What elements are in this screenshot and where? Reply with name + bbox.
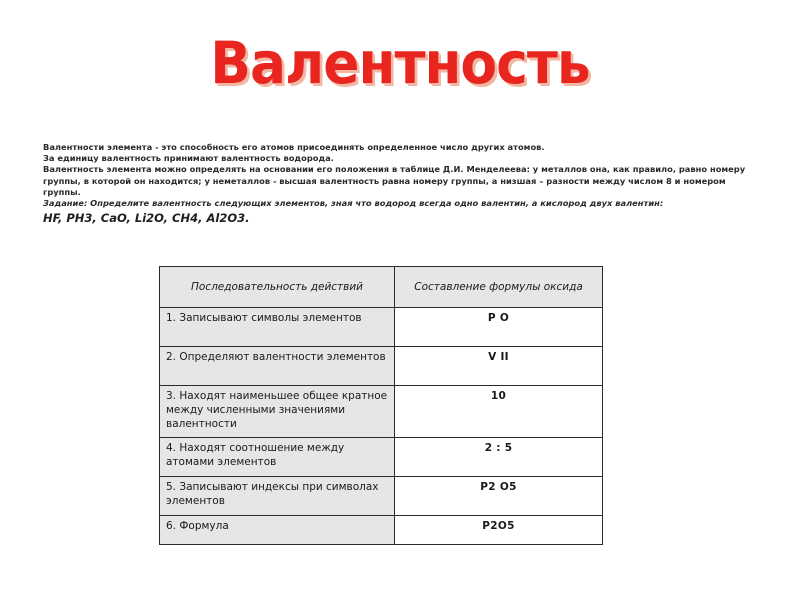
result-cell: P2 O5 bbox=[395, 477, 603, 516]
step-cell: 5. Записывают индексы при символах элементов bbox=[160, 477, 395, 516]
header-oxide-formula: Составление формулы оксида bbox=[395, 267, 603, 308]
table-row bbox=[160, 308, 603, 347]
result-cell: P2O5 bbox=[395, 516, 603, 545]
intro-periodic-rule: Валентность элемента можно определять на основании его положения в таблице Д.И. Менделеева: у металлов она, как правило, равно номеру группы, в которой он находится; у неметаллов - высшая валентность равна номеру группы, а низшая – разности между числом 8 и номером группы. bbox=[43, 164, 746, 197]
step-cell: 6. Формула bbox=[160, 516, 395, 545]
result-cell: 10 bbox=[395, 386, 603, 438]
step-cell: 1. Записывают символы элементов bbox=[160, 308, 395, 347]
valence-steps-table bbox=[159, 266, 603, 545]
result-cell: P O bbox=[395, 308, 603, 347]
header-steps: Последовательность действий bbox=[160, 267, 395, 308]
intro-text bbox=[43, 142, 753, 225]
intro-task: Задание: Определите валентность следующих элементов, зная что водород всегда одно валентин, а кислород двух валентин: bbox=[43, 198, 664, 209]
task-formulas: HF, PH3, CaO, Li2O, CH4, Al2O3. bbox=[43, 211, 250, 226]
table-row bbox=[160, 347, 603, 386]
intro-unit: За единицу валентность принимают валентность водорода. bbox=[43, 153, 334, 164]
result-cell: 2 : 5 bbox=[395, 438, 603, 477]
table-row bbox=[160, 386, 603, 438]
table-row bbox=[160, 477, 603, 516]
step-cell: 2. Определяют валентности элементов bbox=[160, 347, 395, 386]
intro-definition: Валентности элемента - это способность его атомов присоединять определенное число других атомов. bbox=[43, 142, 545, 152]
step-cell: 3. Находят наименьшее общее кратное между численными значениями валентности bbox=[160, 386, 395, 438]
result-cell: V II bbox=[395, 347, 603, 386]
step-cell: 4. Находят соотношение между атомами элементов bbox=[160, 438, 395, 477]
table-row bbox=[160, 516, 603, 545]
slide-title: Валентность bbox=[210, 29, 590, 97]
table-header-row bbox=[160, 267, 603, 308]
table-row bbox=[160, 438, 603, 477]
